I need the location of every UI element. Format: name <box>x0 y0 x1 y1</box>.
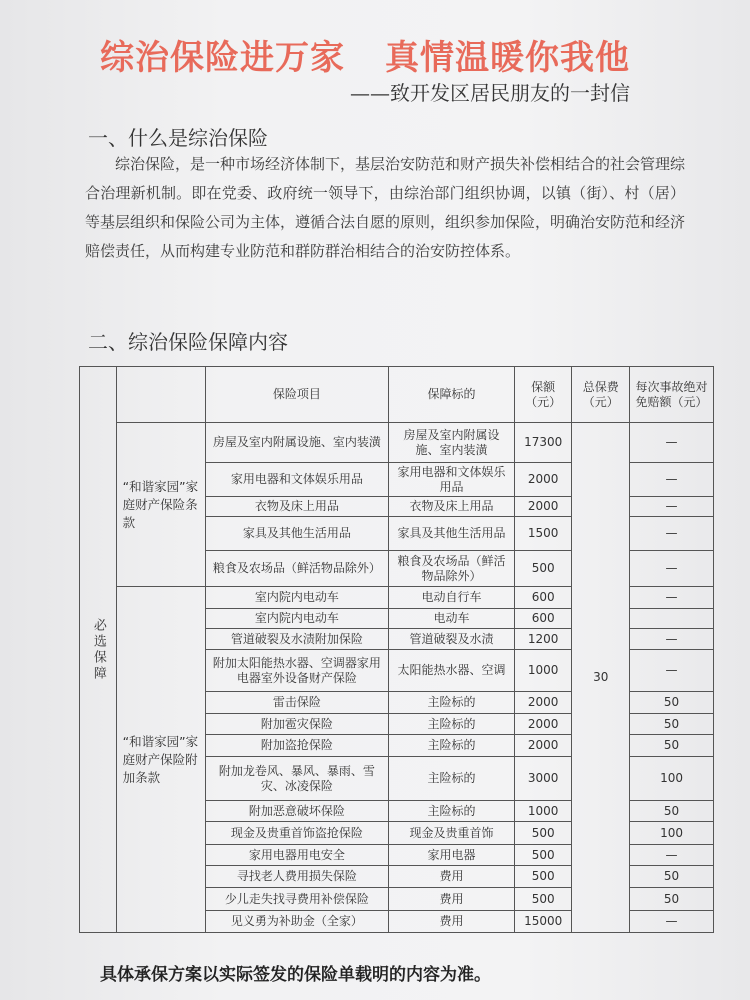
amount-cell: 500 <box>514 551 572 587</box>
amount-cell: 2000 <box>514 735 572 757</box>
subject-cell: 家用电器 <box>389 845 515 866</box>
footer-note: 具体承保方案以实际签发的保险单载明的内容为准。 <box>100 965 491 985</box>
page-title <box>100 30 700 79</box>
subject-cell: 主险标的 <box>389 735 515 757</box>
table-row <box>80 423 714 463</box>
header-premium: 总保费（元） <box>572 367 630 423</box>
insurance-table <box>79 366 714 933</box>
subject-cell: 费用 <box>389 866 515 888</box>
deductible-cell: — <box>630 845 714 866</box>
amount-cell: 1500 <box>514 517 572 551</box>
title-left: 综治保险进万家 <box>100 38 345 78</box>
amount-cell: 15000 <box>514 911 572 933</box>
deductible-cell: 50 <box>630 714 714 735</box>
item-cell: 管道破裂及水渍附加保险 <box>205 629 388 650</box>
amount-cell: 500 <box>514 888 572 911</box>
section1-paragraph: 综治保险，是一种市场经济体制下，基层治安防范和财产损失补偿相结合的社会管理综合治理新机制。即在党委、政府统一领导下，由综治部门组织协调，以镇（街）、村（居）等基层组织和保险公司为主体，遵循合法自愿的原则，组织参加保险，明确治安防范和经济赔偿责任，从而构建专业防范和群防群治相结合的治安防控体系。 <box>85 155 686 260</box>
deductible-cell: — <box>630 423 714 463</box>
deductible-cell <box>630 609 714 629</box>
section1-heading: 一、什么是综治保险 <box>88 126 268 150</box>
group-header-blank <box>116 367 205 423</box>
item-cell: 房屋及室内附属设施、室内装潢 <box>205 423 388 463</box>
amount-cell: 1000 <box>514 801 572 822</box>
category-cell: 必选保障 <box>80 367 117 933</box>
subject-cell: 费用 <box>389 911 515 933</box>
deductible-cell: — <box>630 497 714 517</box>
amount-cell: 17300 <box>514 423 572 463</box>
section2-heading: 二、综治保险保障内容 <box>88 330 288 354</box>
deductible-cell: 100 <box>630 757 714 801</box>
subject-cell: 主险标的 <box>389 801 515 822</box>
deductible-cell: 50 <box>630 692 714 714</box>
subject-cell: 现金及贵重首饰 <box>389 822 515 845</box>
item-cell: 少儿走失找寻费用补偿保险 <box>205 888 388 911</box>
item-cell: 家具及其他生活用品 <box>205 517 388 551</box>
item-cell: 家用电器和文体娱乐用品 <box>205 463 388 497</box>
amount-cell: 600 <box>514 587 572 609</box>
item-cell: 附加雹灾保险 <box>205 714 388 735</box>
item-cell: 室内院内电动车 <box>205 587 388 609</box>
header-subject: 保障标的 <box>389 367 515 423</box>
item-cell: 附加盗抢保险 <box>205 735 388 757</box>
item-cell: 家用电器用电安全 <box>205 845 388 866</box>
amount-cell: 500 <box>514 866 572 888</box>
subject-cell: 费用 <box>389 888 515 911</box>
amount-cell: 500 <box>514 845 572 866</box>
amount-cell: 2000 <box>514 497 572 517</box>
item-cell: 附加太阳能热水器、空调器家用电器室外设备财产保险 <box>205 650 388 692</box>
item-cell: 雷击保险 <box>205 692 388 714</box>
subject-cell: 衣物及床上用品 <box>389 497 515 517</box>
amount-cell: 500 <box>514 822 572 845</box>
deductible-cell: 100 <box>630 822 714 845</box>
deductible-cell: 50 <box>630 888 714 911</box>
item-cell: 现金及贵重首饰盗抢保险 <box>205 822 388 845</box>
subject-cell: 管道破裂及水渍 <box>389 629 515 650</box>
total-premium-cell: 30 <box>572 423 630 933</box>
item-cell: 衣物及床上用品 <box>205 497 388 517</box>
amount-cell: 2000 <box>514 714 572 735</box>
subject-cell: 电动自行车 <box>389 587 515 609</box>
item-cell: 附加恶意破坏保险 <box>205 801 388 822</box>
deductible-cell: — <box>630 517 714 551</box>
amount-cell: 2000 <box>514 463 572 497</box>
deductible-cell: — <box>630 650 714 692</box>
amount-cell: 1200 <box>514 629 572 650</box>
item-cell: 寻找老人费用损失保险 <box>205 866 388 888</box>
item-cell: 室内院内电动车 <box>205 609 388 629</box>
header-item: 保险项目 <box>205 367 388 423</box>
deductible-cell: — <box>630 551 714 587</box>
subject-cell: 家具及其他生活用品 <box>389 517 515 551</box>
deductible-cell: 50 <box>630 801 714 822</box>
header-amount: 保额（元） <box>514 367 572 423</box>
item-cell: 粮食及农场品（鲜活物品除外） <box>205 551 388 587</box>
subject-cell: 主险标的 <box>389 692 515 714</box>
amount-cell: 1000 <box>514 650 572 692</box>
deductible-cell: — <box>630 629 714 650</box>
deductible-cell: 50 <box>630 866 714 888</box>
title-right: 真情温暖你我他 <box>385 38 630 78</box>
group2-name-cell: “和谐家园”家庭财产保险附加条款 <box>116 587 205 933</box>
table-header-row <box>80 367 714 423</box>
deductible-cell: — <box>630 911 714 933</box>
header-deductible: 每次事故绝对免赔额（元） <box>630 367 714 423</box>
amount-cell: 3000 <box>514 757 572 801</box>
subject-cell: 主险标的 <box>389 757 515 801</box>
deductible-cell: — <box>630 463 714 497</box>
subtitle: ——致开发区居民朋友的一封信 <box>350 81 630 105</box>
deductible-cell: — <box>630 587 714 609</box>
subject-cell: 主险标的 <box>389 714 515 735</box>
item-cell: 见义勇为补助金（全家） <box>205 911 388 933</box>
item-cell: 附加龙卷风、暴风、暴雨、雪灾、冰凌保险 <box>205 757 388 801</box>
amount-cell: 600 <box>514 609 572 629</box>
group1-name-cell: “和谐家园”家庭财产保险条款 <box>116 423 205 587</box>
subject-cell: 电动车 <box>389 609 515 629</box>
subject-cell: 家用电器和文体娱乐用品 <box>389 463 515 497</box>
subject-cell: 粮食及农场品（鲜活物品除外） <box>389 551 515 587</box>
amount-cell: 2000 <box>514 692 572 714</box>
subject-cell: 太阳能热水器、空调 <box>389 650 515 692</box>
deductible-cell: 50 <box>630 735 714 757</box>
subject-cell: 房屋及室内附属设施、室内装潢 <box>389 423 515 463</box>
